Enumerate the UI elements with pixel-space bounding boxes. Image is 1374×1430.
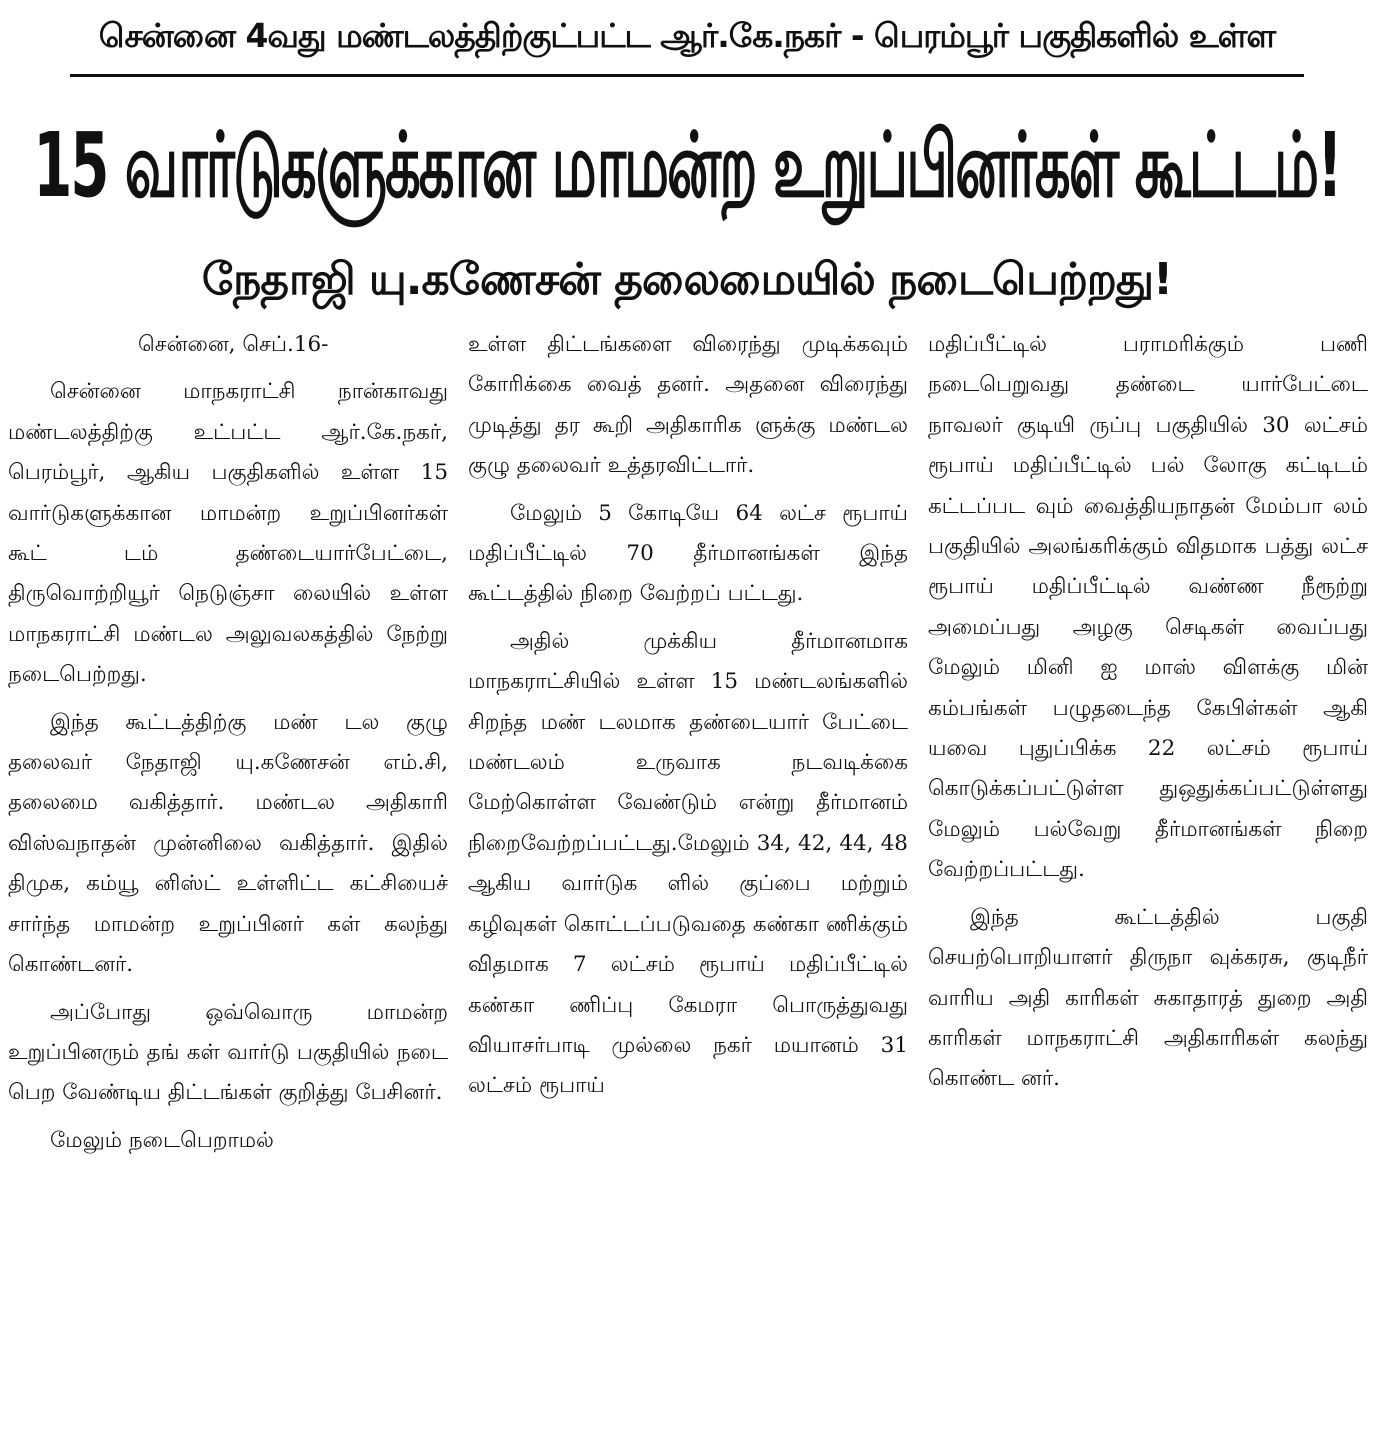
paragraph: சென்னை மாநகராட்சி நான்காவது மண்டலத்திற்கு உட்பட்ட ஆர்.கே.நகர், பெரம்பூர், ஆகிய பகுதிகளில் உள்ள 15 வார்டுகளுக்கான மாமன்ற உறுப்பினர்கள் கூட் டம் தண்டையார்பேட்டை, திருவொற்றியூர் நெடுஞ்சா லையில் உள்ள மாநகராட்சி மண்டல அலுவலகத்தில் நேற்று நடைபெற்றது.: [8, 379, 448, 688]
paragraph: உள்ள திட்டங்களை விரைந்து முடிக்கவும் கோரிக்கை வைத் தனர். அதனை விரைந்து முடித்து தர கூறி அதிகாரிக ளுக்கு மண்டல குழு தலைவர் உத்தரவிட்டார்.: [468, 332, 908, 479]
article-headline: 15 வார்டுகளுக்கான மாமன்ற உறுப்பினர்கள் கூட்டம்!: [33, 114, 1341, 219]
article-column-3: [928, 325, 1368, 1425]
paragraph: மேலும் நடைபெறாமல்: [50, 1127, 274, 1153]
paragraph: மதிப்பீட்டில் பராமரிக்கும் பணி நடைபெறுவது தண்டை யார்பேட்டை நாவலர் குடியி ருப்பு பகுதியில் 30 லட்சம் ரூபாய் மதிப்பீட்டில் பல் லோகு கட்டிடம் கட்டப்பட வும் வைத்தியநாதன் மேம்பா லம் பகுதியில் அலங்கரிக்கும் விதமாக பத்து லட்ச ரூபாய் மதிப்பீட்டில் வண்ண நீரூற்று அமைப்பது அழகு செடிகள் வைப்பது மேலும் மினி ஐ மாஸ் விளக்கு மின் கம்பங்கள் பழுதடைந்த கேபிள்கள் ஆகி யவை புதுப்பிக்க 22 லட்சம் ரூபாய் கொடுக்கப்பட்டுள்ள துஒதுக்கப்பட்டுள்ளது மேலும் பல்வேறு தீர்மானங்கள் நிறை வேற்றப்பட்டது.: [928, 332, 1368, 883]
article-column-1: [8, 325, 448, 1425]
paragraph: அப்போது ஒவ்வொரு மாமன்ற உறுப்பினரும் தங் கள் வார்டு பகுதியில் நடை பெற வேண்டிய திட்டங்கள் குறித்து பேசினர்.: [8, 999, 448, 1106]
dateline: சென்னை, செப்.16-: [138, 332, 329, 357]
paragraph: மேலும் 5 கோடியே 64 லட்ச ரூபாய் மதிப்பீட்டில் 70 தீர்மானங்கள் இந்த கூட்டத்தில் நிறை வேற்றப் பட்டது.: [468, 500, 908, 607]
article-column-2: [468, 325, 908, 1425]
article-kicker: சென்னை 4வது மண்டலத்திற்குட்பட்ட ஆர்.கே.நகர் - பெரம்பூர் பகுதிகளில் உள்ள: [98, 16, 1276, 55]
article-subheadline: நேதாஜி யு.கணேசன் தலைமையில் நடைபெற்றது!: [201, 254, 1173, 305]
paragraph: இந்த கூட்டத்திற்கு மண் டல குழு தலைவர் நேதாஜி யு.கணேசன் எம்.சி, தலைமை வகித்தார். மண்டல அதிகாரி விஸ்வநாதன் முன்னிலை வகித்தார். இதில் திமுக, கம்யூ னிஸ்ட் உள்ளிட்ட கட்சியைச் சார்ந்த மாமன்ற உறுப்பினர் கள் கலந்து கொண்டனர்.: [8, 709, 448, 978]
paragraph: அதில் முக்கிய தீர்மானமாக மாநகராட்சியில் உள்ள 15 மண்டலங்களில் சிறந்த மண் டலமாக தண்டையார் பேட்டை மண்டலம் உருவாக நடவடிக்கை மேற்கொள்ள வேண்டும் என்று தீர்மானம் நிறைவேற்றப்பட்டது.மேலும் 34, 42, 44, 48 ஆகிய வார்டுக ளில் குப்பை மற்றும் கழிவுகள் கொட்டப்படுவதை கண்கா ணிக்கும் விதமாக 7 லட்சம் ரூபாய் மதிப்பீட்டில் கண்கா ணிப்பு கேமரா பொருத்துவது வியாசர்பாடி முல்லை நகர் மயானம் 31 லட்சம் ரூபாய்: [468, 628, 908, 1099]
paragraph: இந்த கூட்டத்தில் பகுதி செயற்பொறியாளர் திருநா வுக்கரசு, குடிநீர் வாரிய அதி காரிகள் சுகாதாரத் துறை அதி காரிகள் மாநகராட்சி அதிகாரிகள் கலந்து கொண்ட னர்.: [928, 904, 1368, 1092]
